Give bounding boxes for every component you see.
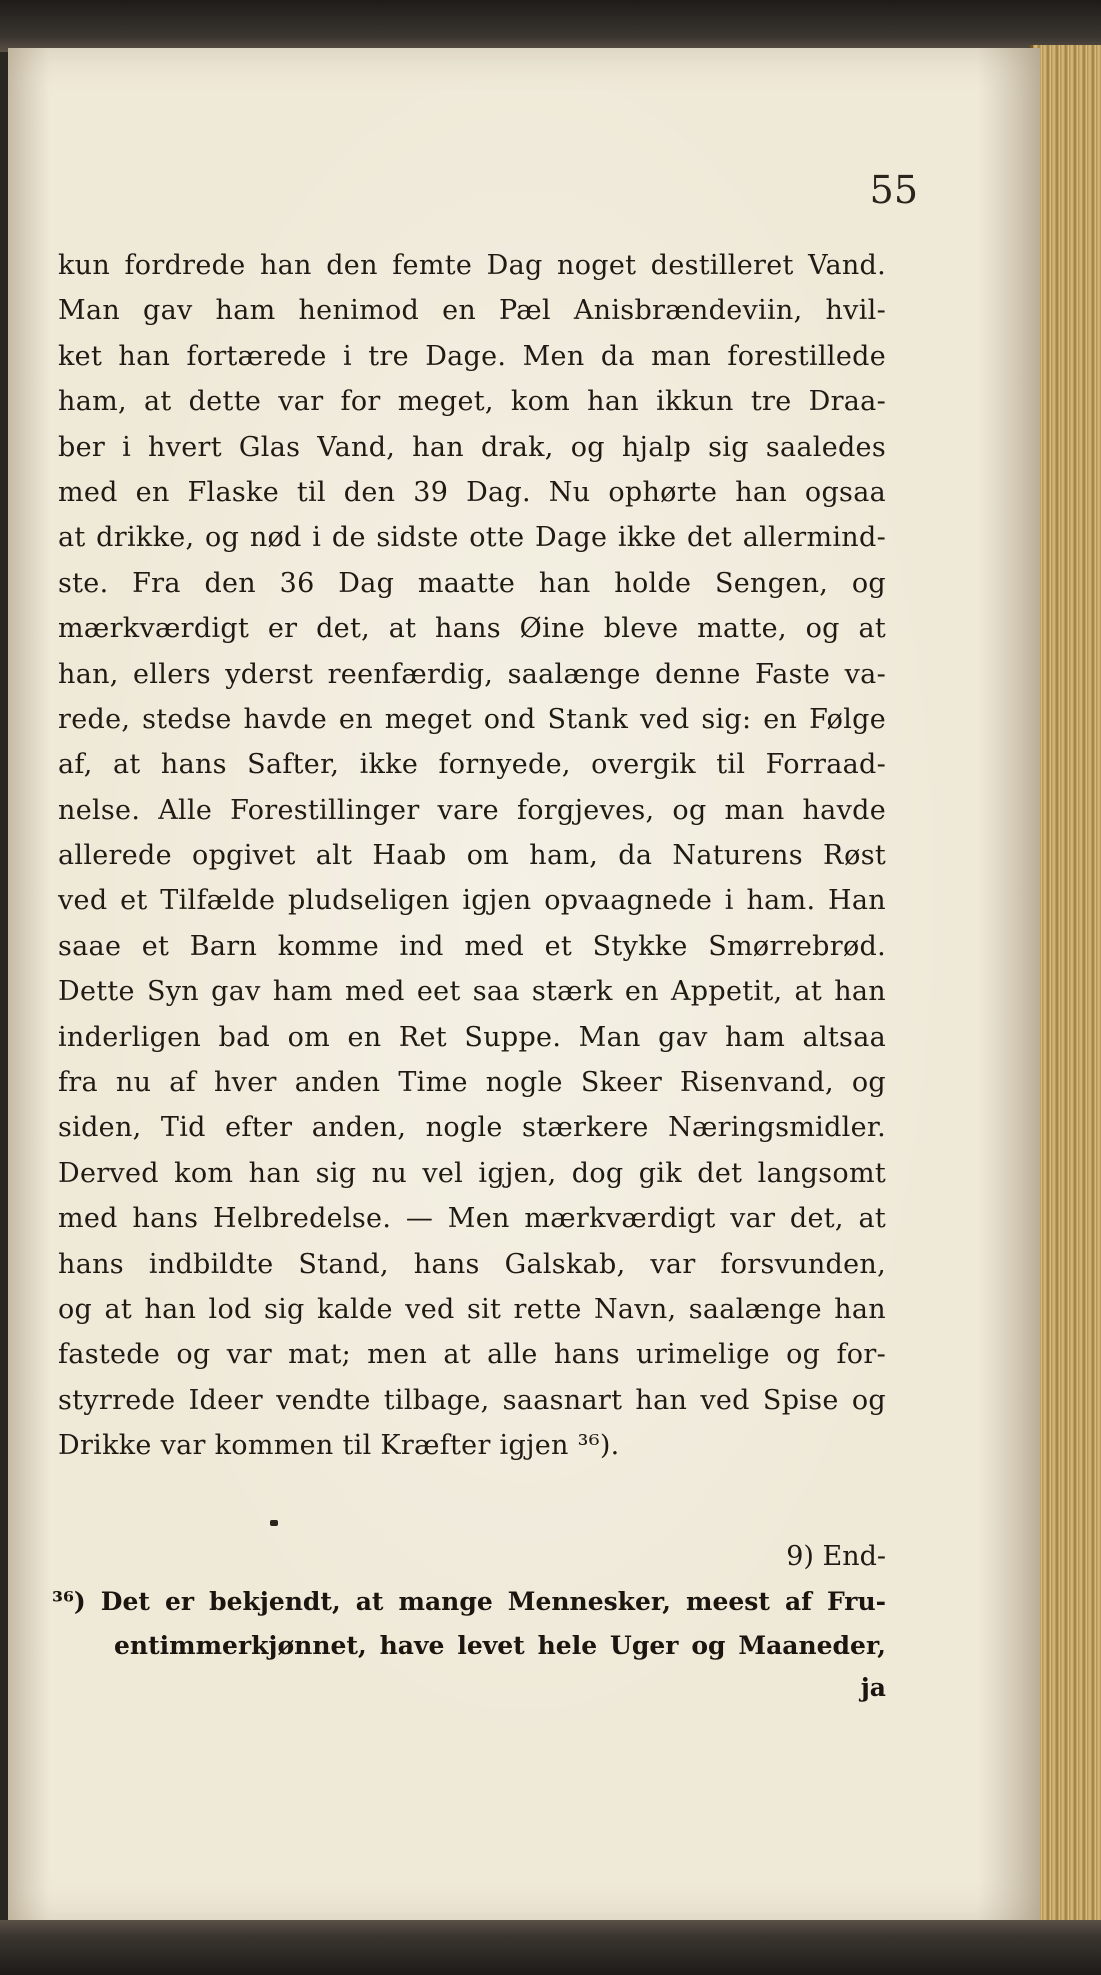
text-line: inderligen bad om en Ret Suppe. Man gav ham altsaa [58, 1021, 886, 1053]
text-line: Dette Syn gav ham med eet saa stærk en Appetit, at han [58, 976, 886, 1008]
text-line: han, ellers yderst reenfærdig, saalænge denne Faste va- [58, 658, 886, 690]
scan-bottom-border [0, 1920, 1101, 1975]
text-line: siden, Tid efter anden, nogle stærkere Næringsmidler. [58, 1112, 886, 1144]
text-line: af, at hans Safter, ikke fornyede, overgik til Forraad- [58, 749, 886, 781]
text-line: styrrede Ideer vendte tilbage, saasnart han ved Spise og [58, 1384, 886, 1416]
text-line: rede, stedse havde en meget ond Stank ved sig: en Følge [58, 703, 886, 735]
text-line: ket han fortærede i tre Dage. Men da man forestillede [58, 340, 886, 372]
text-line: ste. Fra den 36 Dag maatte han holde Sengen, og [58, 567, 886, 599]
text-line: ved et Tilfælde pludseligen igjen opvaagnede i ham. Han [58, 885, 886, 917]
body-text [58, 243, 886, 1469]
text-line: med en Flaske til den 39 Dag. Nu ophørte han ogsaa [58, 476, 886, 508]
page-number: 55 [869, 168, 918, 212]
footnote-line: entimmerkjønnet, have levet hele Uger og Maaneder, [114, 1631, 886, 1660]
scan-top-border [0, 0, 1101, 52]
text-line: at drikke, og nød i de sidste otte Dage ikke det allermind- [58, 522, 886, 554]
text-line: kun fordrede han den femte Dag noget destilleret Vand. [58, 250, 886, 281]
text-line: fastede og var mat; men at alle hans urimelige og for- [58, 1339, 886, 1371]
catchword: 9) End- [786, 1541, 886, 1572]
text-line: Man gav ham henimod en Pæl Anisbrændeviin, hvil- [58, 295, 886, 327]
text-line: allerede opgivet alt Haab om ham, da Naturens Røst [58, 840, 886, 872]
text-line: og at han lod sig kalde ved sit rette Navn, saalænge han [58, 1293, 886, 1325]
text-line: med hans Helbredelse. — Men mærkværdigt var det, at [58, 1203, 886, 1235]
book-page-edges [1030, 45, 1101, 1925]
text-line: mærkværdigt er det, at hans Øine bleve matte, og at [58, 613, 886, 645]
footnote-line: ja [860, 1673, 886, 1702]
text-line: hans indbildte Stand, hans Galskab, var forsvunden, [58, 1248, 886, 1280]
text-line: saae et Barn komme ind med et Stykke Smørrebrød. [58, 930, 886, 962]
footnote [52, 1580, 886, 1708]
text-line: nelse. Alle Forestillinger vare forgjeves, og man havde [58, 794, 886, 826]
text-line: Drikke var kommen til Kræfter igjen ³⁶). [58, 1430, 620, 1462]
text-line: ham, at dette var for meget, kom han ikkun tre Draa- [58, 386, 886, 418]
text-line: fra nu af hver anden Time nogle Skeer Risenvand, og [58, 1067, 886, 1099]
text-line: ber i hvert Glas Vand, han drak, og hjalp sig saaledes [58, 431, 886, 463]
ink-mark [270, 1520, 278, 1526]
text-line: Derved kom han sig nu vel igjen, dog gik det langsomt [58, 1157, 886, 1189]
footnote-line: ³⁶) Det er bekjendt, at mange Mennesker, meest af Fru- [52, 1587, 886, 1616]
